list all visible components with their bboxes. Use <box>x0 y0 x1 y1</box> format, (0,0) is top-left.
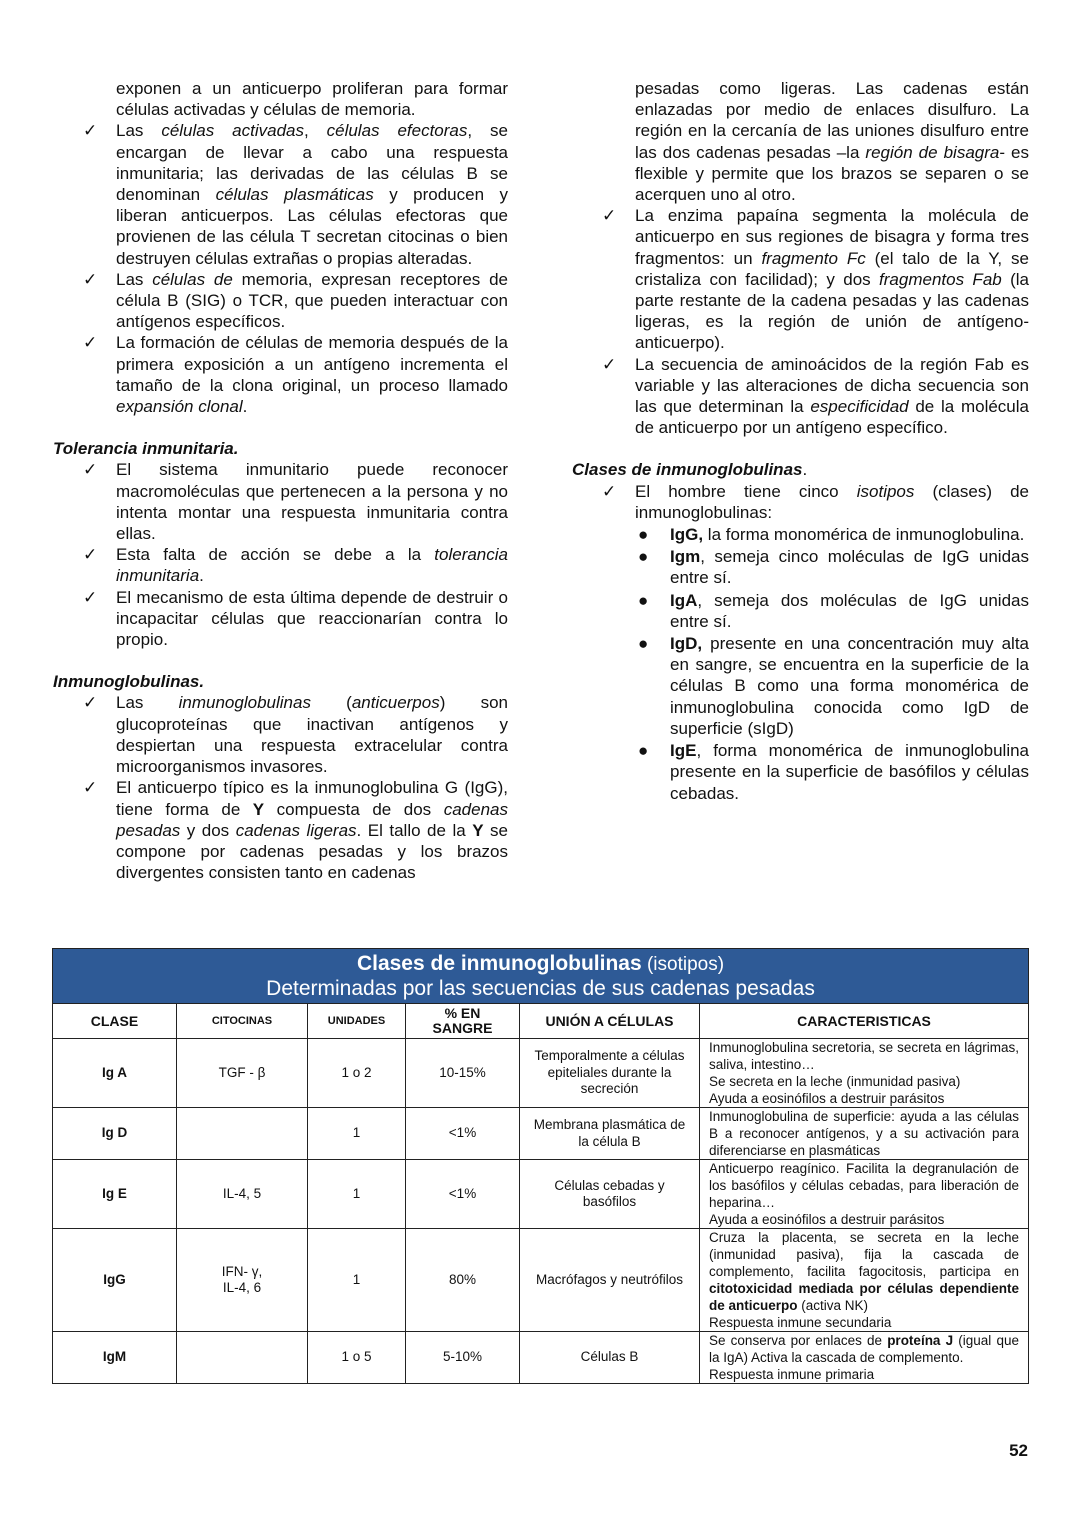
bullet-dot-icon: ● <box>638 547 649 567</box>
heading-clases: Clases de inmunoglobulinas. <box>572 460 808 480</box>
list-item: ● IgG, la forma monomérica de inmunoglobulina. <box>638 525 1025 545</box>
checkmark-icon: ✓ <box>83 269 98 289</box>
table-header-row <box>53 1004 1029 1039</box>
cell-citocinas: TGF - β <box>177 1039 308 1108</box>
bullet-activated-cells: ✓ Las células activadas, células efectoras, se encargan de llevar a cabo una respuesta inmunitaria; las derivadas de las células B se denominan células plasmáticas y producen y liberan anticuerpos. Las células efectoras que provienen de las célula T secretan citocinas o bien destruyen células extrañas o propias alteradas. <box>83 121 509 268</box>
checkmark-icon: ✓ <box>83 587 98 607</box>
bullet-immunoglobulins-2: ✓ El anticuerpo típico es la inmunoglobulina G (IgG), tiene forma de Y compuesta de dos cadenas pesadas y dos cadenas ligeras. El tallo de la Y se compone por cadenas pesadas y los brazos divergentes consisten tanto en cadenas <box>83 778 508 883</box>
bullet-dot-icon: ● <box>638 525 649 545</box>
left-column <box>53 78 508 883</box>
isotype-list <box>572 524 1029 804</box>
cell-clase: IgM <box>53 1332 177 1384</box>
cell-sangre: 5-10% <box>406 1332 520 1384</box>
table-row <box>53 1108 1029 1160</box>
cell-union: Células B <box>520 1332 700 1384</box>
cell-union: Temporalmente a células epiteliales durante la secreción <box>520 1039 700 1108</box>
cell-sangre: <1% <box>406 1108 520 1160</box>
table-title: Clases de inmunoglobulinas (isotipos) <box>356 952 725 975</box>
table-row <box>53 1229 1029 1332</box>
table-row <box>53 1160 1029 1229</box>
cell-clase: Ig D <box>53 1108 177 1160</box>
cell-clase: Ig A <box>53 1039 177 1108</box>
table-row <box>53 1332 1029 1384</box>
checkmark-icon: ✓ <box>83 693 98 713</box>
table-banner <box>53 949 1029 1004</box>
column-header: CLASE <box>53 1004 177 1039</box>
cell-citocinas: IL-4, 5 <box>177 1160 308 1229</box>
cell-clase: IgG <box>53 1229 177 1332</box>
bullet-dot-icon: ● <box>638 634 649 654</box>
page-number: 52 <box>1009 1441 1028 1460</box>
right-column <box>572 78 1029 804</box>
column-header: UNIDADES <box>308 1004 406 1039</box>
column-header: CITOCINAS <box>177 1004 308 1039</box>
cell-sangre: 80% <box>406 1229 520 1332</box>
cell-unidades: 1 o 2 <box>308 1039 406 1108</box>
cell-unidades: 1 <box>308 1160 406 1229</box>
paragraph-continuation-right: pesadas como ligeras. Las cadenas están enlazadas por medio de enlaces disulfuro. La región en la cercanía de las uniones disulfuro entre las dos cadenas pesadas –la región de bisagra- es flexible y permite que los brazos se separen o se acerquen uno al otro. <box>635 79 1029 205</box>
column-header: UNIÓN A CÉLULAS <box>520 1004 700 1039</box>
cell-citocinas: IFN- γ, IL-4, 6 <box>177 1229 308 1332</box>
cell-sangre: <1% <box>406 1160 520 1229</box>
cell-citocinas <box>177 1332 308 1384</box>
cell-citocinas <box>177 1108 308 1160</box>
table-banner-row <box>53 949 1029 1004</box>
bullet-dot-icon: ● <box>638 741 649 761</box>
bullet-clonal-expansion: ✓ La formación de células de memoria después de la primera exposición a un antígeno incrementa el tamaño de la clona original, un proceso llamado expansión clonal. <box>83 333 508 417</box>
bullet-tolerance-2: ✓ Esta falta de acción se debe a la tolerancia inmunitaria. <box>83 545 508 586</box>
cell-unidades: 1 <box>308 1229 406 1332</box>
checkmark-icon: ✓ <box>602 481 617 501</box>
bullet-dot-icon: ● <box>638 590 649 610</box>
list-item: ● IgE, forma monomérica de inmunoglobulina presente en la superficie de basófilos y células cebadas. <box>638 741 1029 803</box>
immunoglobulin-classes-table <box>52 948 1029 1384</box>
list-item: ● IgD, presente en una concentración muy alta en sangre, se encuentra en la superficie de la células B como una forma monomérica de inmunoglobulina conocida como IgD de superficie (sIgD) <box>638 634 1029 738</box>
checkmark-icon: ✓ <box>83 778 98 798</box>
bullet-papain: ✓ La enzima papaína segmenta la molécula de anticuerpo en sus regiones de bisagra y forma tres fragmentos: un fragmento Fc (el talo de la Y, se cristaliza con facilidad); y dos fragmentos Fab (la parte restante de la cadena pesadas y las cadenas ligeras, es la región de unión de antígeno- anticuerpo). <box>602 206 1029 353</box>
paragraph-continuation: exponen a un anticuerpo proliferan para formar células activadas y células de memoria. <box>116 79 508 120</box>
column-header: CARACTERISTICAS <box>700 1004 1029 1039</box>
table-row <box>53 1039 1029 1108</box>
bullet-tolerance-3: ✓ El mecanismo de esta última depende de destruir o incapacitar células que reaccionarían contra lo propio. <box>83 587 508 650</box>
table-subtitle: Determinadas por las secuencias de sus cadenas pesadas <box>266 977 815 1000</box>
cell-union: Membrana plasmática de la célula B <box>520 1108 700 1160</box>
checkmark-icon: ✓ <box>83 545 98 565</box>
checkmark-icon: ✓ <box>83 333 98 353</box>
list-item: ● IgA, semeja dos moléculas de IgG unidas entre sí. <box>638 590 1029 631</box>
cell-caracteristicas: Inmunoglobulina de superficie: ayuda a las células B a reconocer antígenos, y a su activación para diferenciarse en plasmáticas <box>700 1108 1029 1160</box>
cell-union: Células cebadas y basófilos <box>520 1160 700 1229</box>
bullet-immunoglobulins-1: ✓ Las inmunoglobulinas (anticuerpos) son glucoproteínas que inactivan antígenos y despiertan una respuesta extracelular contra microorganismos invasores. <box>83 693 508 777</box>
cell-caracteristicas: Cruza la placenta, se secreta en la leche (inmunidad pasiva), fija la cascada de complemento, facilita fagocitosis, participa en citotoxicidad mediada por células dependiente de anticuerpo (activa NK) Respuesta inmune secundaria <box>700 1229 1029 1332</box>
cell-caracteristicas: Inmunoglobulina secretoria, se secreta en lágrimas, saliva, intestino… Se secreta en la leche (inmunidad pasiva) Ayuda a eosinófilos a destruir parásitos <box>700 1039 1029 1108</box>
column-header: % EN SANGRE <box>406 1004 520 1039</box>
cell-union: Macrófagos y neutrófilos <box>520 1229 700 1332</box>
heading-inmunoglobulinas: Inmunoglobulinas. <box>53 672 205 692</box>
list-item: ● Igm, semeja cinco moléculas de IgG unidas entre sí. <box>638 547 1029 588</box>
checkmark-icon: ✓ <box>83 121 98 141</box>
checkmark-icon: ✓ <box>602 354 617 374</box>
bullet-tolerance-1: ✓ El sistema inmunitario puede reconocer macromoléculas que pertenecen a la persona y no intenta montar una respuesta inmunitaria contra ellas. <box>83 460 508 544</box>
cell-unidades: 1 o 5 <box>308 1332 406 1384</box>
cell-clase: Ig E <box>53 1160 177 1229</box>
bullet-memory-cells: ✓ Las células de memoria, expresan receptores de célula B (SIG) o TCR, que pueden interactuar con antígenos específicos. <box>83 269 508 332</box>
heading-tolerancia: Tolerancia inmunitaria. <box>53 439 239 459</box>
cell-caracteristicas: Anticuerpo reagínico. Facilita la degranulación de los basófilos y células cebadas, para liberación de heparina… Ayuda a eosinófilos a destruir parásitos <box>700 1160 1029 1229</box>
cell-unidades: 1 <box>308 1108 406 1160</box>
checkmark-icon: ✓ <box>83 460 98 480</box>
cell-sangre: 10-15% <box>406 1039 520 1108</box>
bullet-isotypes: ✓ El hombre tiene cinco isotipos (clases) de inmunoglobulinas: <box>602 481 1029 522</box>
cell-caracteristicas: Se conserva por enlaces de proteína J (igual que la IgA) Activa la cascada de complemento. Respuesta inmune primaria <box>700 1332 1029 1384</box>
bullet-fab-sequence: ✓ La secuencia de aminoácidos de la región Fab es variable y las alteraciones de dicha secuencia son las que determinan la especificidad de la molécula de anticuerpo por un antígeno específico. <box>602 354 1029 438</box>
checkmark-icon: ✓ <box>602 206 617 226</box>
